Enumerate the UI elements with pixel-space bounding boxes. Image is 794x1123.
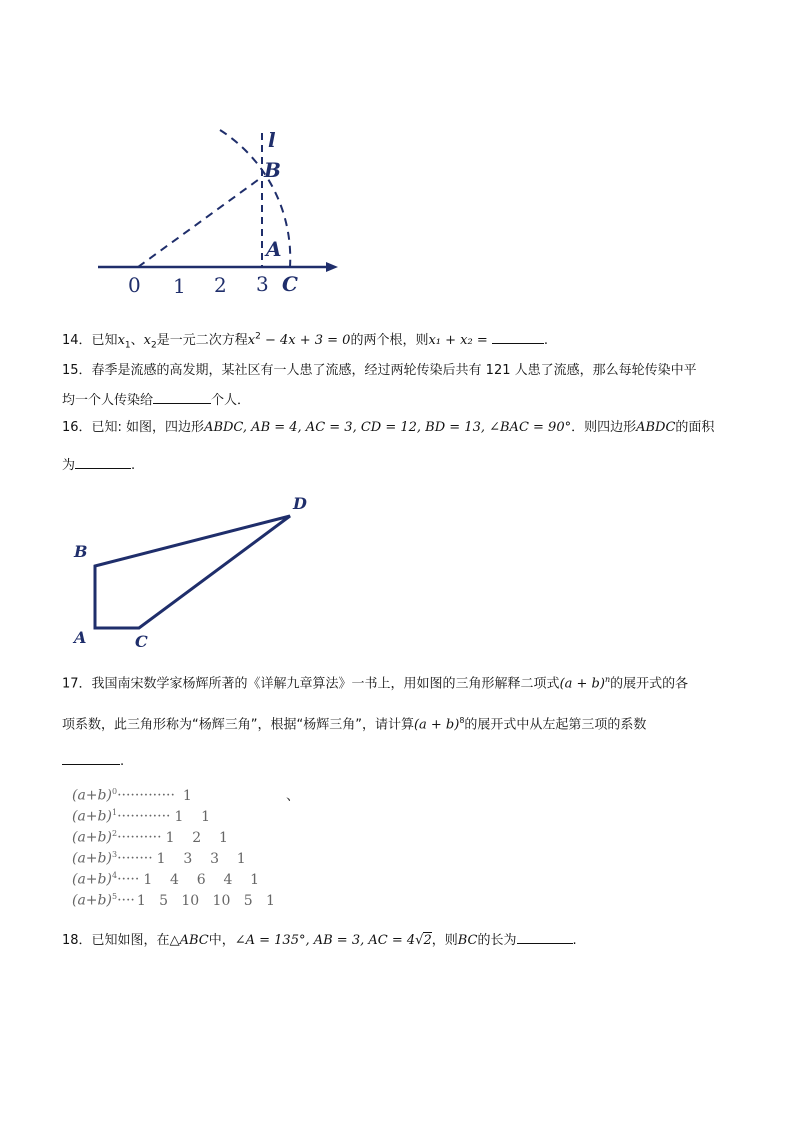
q14-x1: x <box>117 333 125 348</box>
q14-text-2: 是一元二次方程 <box>156 333 248 348</box>
question-15-line-2 <box>62 391 250 407</box>
q18-answer-blank[interactable] <box>517 931 573 944</box>
label-C: C <box>282 272 298 296</box>
q14-sep: 、 <box>130 333 144 348</box>
label-l: l <box>268 128 276 152</box>
q18-text-4: 的长为 <box>477 933 517 948</box>
q18-text-3: ，则 <box>431 933 458 948</box>
q18-sqrt-value: 2 <box>423 933 432 948</box>
question-14 <box>62 331 548 351</box>
q14-x2: x <box>143 333 151 348</box>
question-17-line-2 <box>62 717 646 731</box>
q14-x2-sub: 2 <box>151 340 157 351</box>
question-17-line-3 <box>62 752 124 768</box>
axis-arrow <box>326 262 338 272</box>
label-A: A <box>266 237 282 261</box>
q17-answer-blank[interactable] <box>62 752 120 765</box>
question-16-line-1 <box>62 421 714 434</box>
q18-math: ∠A = 135°, AB = 3, AC = 4 <box>234 933 416 948</box>
q16-line-2a: 为 <box>62 458 76 473</box>
q14-x1-sub: 1 <box>124 340 131 351</box>
q18-abc: ABC <box>179 933 209 948</box>
q15-line-2a: 均一个人传染给 <box>62 393 154 408</box>
q14-eq-x: x <box>247 333 256 348</box>
q17-exp-8: 8 <box>459 716 465 725</box>
number-line-figure <box>90 125 350 300</box>
q18-number: 18． <box>62 933 92 948</box>
q18-sqrt-symbol: √ <box>415 933 424 948</box>
q16-text-1: 已知: 如图，四边形 <box>91 420 205 435</box>
label-B: B <box>264 158 281 182</box>
question-17-line-1 <box>62 676 688 690</box>
triangle-row-0: $(a+b)^0\cdot\cdot\cdot\cdot\cdot\cdot\cdot\cdot\cdot\cdot\cdot\cdot\cdot 1$ <box>72 787 192 804</box>
q16-quad: ABDC <box>636 420 676 435</box>
triangle-row-4: $(a+b)^4\cdot\cdot\cdot\cdot\cdot 1$ 4 6 4 1 <box>72 871 260 888</box>
triangle-row-1: $(a+b)^1\cdot\cdot\cdot\cdot\cdot\cdot\cdot\cdot\cdot\cdot\cdot\cdot 1$ 1 <box>72 808 211 825</box>
question-15-line-1 <box>62 364 697 377</box>
tick-label-0: 0 <box>128 273 141 297</box>
q15-line-2b: 个人． <box>211 393 251 408</box>
label-C: C <box>135 632 148 651</box>
label-A: A <box>74 628 87 647</box>
q16-text-3: 的面积 <box>675 420 715 435</box>
q14-eq-exp: 2 <box>255 331 261 342</box>
q16-end: . <box>131 458 136 473</box>
q17-line-1b: 的展开式的各 <box>610 676 689 692</box>
stray-mark: 、 <box>286 788 300 804</box>
q18-triangle-symbol: △ <box>169 933 180 948</box>
tick-label-2: 2 <box>214 273 227 297</box>
triangle-row-5: $(a+b)^5\cdot\cdot\cdot\cdot 1$ 5 10 10 5 1 <box>72 892 275 909</box>
quadrilateral-ABDC <box>95 516 290 628</box>
q18-bc: BC <box>457 933 478 948</box>
label-B: B <box>74 542 88 561</box>
q15-line-1: 春季是流感的高发期，某社区有一人患了流感，经过两轮传染后共有 121 人患了流感，那么每轮传染中平 <box>91 363 697 378</box>
q14-text-1: 已知 <box>91 333 118 348</box>
q14-end: . <box>543 333 549 348</box>
segment-OB <box>138 177 262 267</box>
triangle-row-2: $(a+b)^2\cdot\cdot\cdot\cdot\cdot\cdot\cdot\cdot\cdot\cdot 1$ 2 1 <box>72 829 228 846</box>
q17-expr: (a + b) <box>559 676 605 692</box>
question-18 <box>62 931 577 947</box>
q18-end: . <box>572 933 577 948</box>
q17-line-1a: 我国南宋数学家杨辉所著的《详解九章算法》一书上，用如图的三角形解释二项式 <box>91 676 560 692</box>
q16-math: ABDC, AB = 4, AC = 3, CD = 12, BD = 13, ∠BAC = 90° <box>204 420 572 435</box>
label-D: D <box>293 494 307 513</box>
q14-text-3: 的两个根，则 <box>350 333 429 348</box>
q14-answer-blank[interactable] <box>492 331 544 344</box>
q17-end: . <box>120 754 125 769</box>
q14-sum: x₁ + x₂ = <box>428 333 488 348</box>
q18-text-1: 已知如图，在 <box>91 933 170 948</box>
q16-answer-blank[interactable] <box>75 456 131 469</box>
q18-text-2: 中， <box>208 933 235 948</box>
q16-number: 16． <box>62 420 92 435</box>
q16-text-2: ．则四边形 <box>571 420 637 435</box>
q17-line-2a: 项系数，此三角形称为“杨辉三角”，根据“杨辉三角”，请计算 <box>62 717 414 733</box>
q15-number: 15． <box>62 363 92 378</box>
triangle-row-3: $(a+b)^3\cdot\cdot\cdot\cdot\cdot\cdot\cdot\cdot 1$ 3 3 1 <box>72 850 246 867</box>
q17-exp-n: n <box>604 675 611 684</box>
quadrilateral-figure <box>68 490 318 652</box>
q17-number: 17． <box>62 676 92 692</box>
tick-label-3: 3 <box>256 272 269 296</box>
q17-expr-2: (a + b) <box>413 717 460 733</box>
q15-answer-blank[interactable] <box>153 391 211 404</box>
q14-eq-rest: − 4x + 3 = 0 <box>260 333 351 348</box>
q14-number: 14． <box>62 333 92 348</box>
q17-line-2b: 的展开式中从左起第三项的系数 <box>464 717 647 733</box>
question-16-line-2 <box>62 456 135 472</box>
tick-label-1: 1 <box>173 274 186 298</box>
